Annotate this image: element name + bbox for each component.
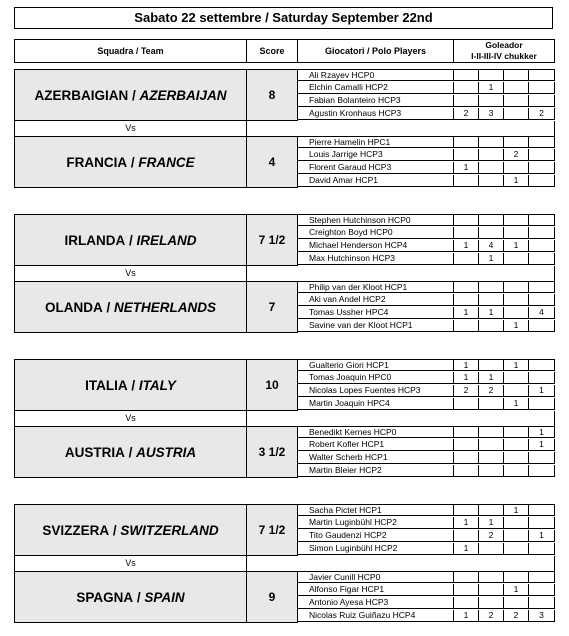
player-row — [298, 398, 555, 411]
player-row — [298, 517, 555, 530]
goal-cell-chukker-3: 1 — [504, 398, 529, 410]
goal-cell-chukker-1 — [454, 136, 479, 148]
match-group — [14, 214, 555, 333]
player-list — [298, 136, 555, 188]
goal-cell-chukker-3: 1 — [504, 240, 529, 252]
team-name — [14, 504, 247, 556]
goal-cell-chukker-4 — [529, 82, 555, 94]
player-name: Creighton Boyd HCP0 — [298, 227, 454, 239]
player-row — [298, 69, 555, 82]
team-score: 3 1/2 — [247, 426, 298, 478]
player-row — [298, 452, 555, 465]
player-row — [298, 108, 555, 121]
goal-cell-chukker-1: 1 — [454, 372, 479, 384]
goal-cell-chukker-3 — [504, 426, 529, 438]
player-name: Tito Gaudenzi HCP2 — [298, 530, 454, 542]
goal-cell-chukker-4 — [529, 227, 555, 239]
goal-cell-chukker-3 — [504, 214, 529, 226]
goal-cell-chukker-1 — [454, 465, 479, 477]
goal-cell-chukker-4: 3 — [529, 610, 555, 622]
goal-cell-chukker-4 — [529, 465, 555, 477]
player-row — [298, 149, 555, 162]
team-name-separator: / — [127, 377, 139, 393]
player-row — [298, 82, 555, 95]
player-name: David Amar HCP1 — [298, 175, 454, 187]
goal-cell-chukker-2: 3 — [479, 108, 504, 120]
goal-cell-chukker-1 — [454, 69, 479, 81]
vs-label: Vs — [14, 556, 247, 571]
goal-cell-chukker-1 — [454, 281, 479, 293]
goal-cell-chukker-3 — [504, 294, 529, 306]
team-name-italian: AZERBAIGIAN — [34, 87, 129, 103]
header-team: Squadra / Team — [14, 39, 247, 63]
goal-cell-chukker-4 — [529, 584, 555, 596]
player-row — [298, 571, 555, 584]
goal-cell-chukker-3 — [504, 227, 529, 239]
player-name: Tomas Ussher HPC4 — [298, 307, 454, 319]
goal-cell-chukker-1 — [454, 227, 479, 239]
goal-cell-chukker-4 — [529, 504, 555, 516]
goal-cell-chukker-2: 1 — [479, 372, 504, 384]
goal-cell-chukker-1: 1 — [454, 240, 479, 252]
player-row — [298, 320, 555, 333]
team-name-italian: ITALIA — [85, 377, 128, 393]
goal-cell-chukker-1: 1 — [454, 359, 479, 371]
player-name: Pierre Hamelin HPC1 — [298, 136, 454, 148]
goal-cell-chukker-2 — [479, 149, 504, 161]
player-list — [298, 426, 555, 478]
vs-spacer — [247, 121, 555, 136]
goal-cell-chukker-1 — [454, 530, 479, 542]
goal-cell-chukker-2: 4 — [479, 240, 504, 252]
player-name: Michael Henderson HCP4 — [298, 240, 454, 252]
goal-cell-chukker-4 — [529, 517, 555, 529]
goal-cell-chukker-4 — [529, 162, 555, 174]
goal-cell-chukker-1: 1 — [454, 543, 479, 555]
header-score: Score — [247, 39, 298, 63]
goal-cell-chukker-2 — [479, 359, 504, 371]
player-row — [298, 504, 555, 517]
player-name: Ali Rzayev HCP0 — [298, 69, 454, 81]
goal-cell-chukker-2 — [479, 320, 504, 332]
goal-cell-chukker-2 — [479, 162, 504, 174]
goal-cell-chukker-2 — [479, 214, 504, 226]
goal-cell-chukker-4 — [529, 240, 555, 252]
goal-cell-chukker-4 — [529, 320, 555, 332]
player-name: Savine van der Kloot HCP1 — [298, 320, 454, 332]
goal-cell-chukker-3 — [504, 543, 529, 555]
player-list — [298, 504, 555, 556]
player-list — [298, 281, 555, 333]
goal-cell-chukker-4: 1 — [529, 385, 555, 397]
goal-cell-chukker-3 — [504, 385, 529, 397]
team-name-italian: OLANDA — [44, 299, 103, 315]
goal-cell-chukker-1: 2 — [454, 385, 479, 397]
player-name: Louis Jarrige HCP3 — [298, 149, 454, 161]
team-name — [14, 571, 247, 623]
team-name-separator: / — [125, 232, 137, 248]
goal-cell-chukker-3: 2 — [504, 149, 529, 161]
player-row — [298, 597, 555, 610]
player-name: Aki van Andel HCP2 — [298, 294, 454, 306]
team-name-separator: / — [128, 87, 140, 103]
goal-cell-chukker-2: 2 — [479, 530, 504, 542]
goal-cell-chukker-1: 1 — [454, 307, 479, 319]
player-row — [298, 530, 555, 543]
vs-spacer — [247, 556, 555, 571]
goal-cell-chukker-3 — [504, 530, 529, 542]
goal-cell-chukker-2: 1 — [479, 517, 504, 529]
player-name: Robert Kofler HCP1 — [298, 439, 454, 451]
player-name: Nicolas Lopes Fuentes HCP3 — [298, 385, 454, 397]
goal-cell-chukker-4 — [529, 136, 555, 148]
player-row — [298, 307, 555, 320]
goal-cell-chukker-2 — [479, 504, 504, 516]
goal-cell-chukker-4: 4 — [529, 307, 555, 319]
header-players: Giocatori / Polo Players — [298, 39, 454, 63]
goal-cell-chukker-4 — [529, 571, 555, 583]
player-row — [298, 584, 555, 597]
player-row — [298, 610, 555, 623]
goal-cell-chukker-4 — [529, 175, 555, 187]
goal-cell-chukker-3 — [504, 69, 529, 81]
player-row — [298, 372, 555, 385]
player-row — [298, 439, 555, 452]
match-group — [14, 359, 555, 478]
team-score: 7 — [247, 281, 298, 333]
goal-cell-chukker-2 — [479, 69, 504, 81]
goal-cell-chukker-2 — [479, 571, 504, 583]
goal-cell-chukker-2 — [479, 465, 504, 477]
match-group — [14, 69, 555, 188]
team-score: 7 1/2 — [247, 214, 298, 266]
player-name: Benedikt Kernes HCP0 — [298, 426, 454, 438]
player-row — [298, 136, 555, 149]
player-name: Fabian Bolanteiro HCP3 — [298, 95, 454, 107]
goal-cell-chukker-2 — [479, 543, 504, 555]
player-name: Sacha Pictet HCP1 — [298, 504, 454, 516]
goal-cell-chukker-3 — [504, 517, 529, 529]
goal-cell-chukker-1 — [454, 426, 479, 438]
goal-cell-chukker-1 — [454, 452, 479, 464]
goal-cell-chukker-1 — [454, 149, 479, 161]
goal-cell-chukker-1 — [454, 253, 479, 265]
goal-cell-chukker-4 — [529, 294, 555, 306]
goal-cell-chukker-3 — [504, 253, 529, 265]
goal-cell-chukker-4 — [529, 214, 555, 226]
goal-cell-chukker-4 — [529, 359, 555, 371]
player-name: Antonio Ayesa HCP3 — [298, 597, 454, 609]
goal-cell-chukker-2 — [479, 439, 504, 451]
goal-cell-chukker-1: 1 — [454, 610, 479, 622]
goal-cell-chukker-3 — [504, 281, 529, 293]
player-name: Gualterio Giori HCP1 — [298, 359, 454, 371]
team-name-english: SPAIN — [144, 589, 185, 605]
team-score: 7 1/2 — [247, 504, 298, 556]
goal-cell-chukker-1 — [454, 175, 479, 187]
page-title: Sabato 22 settembre / Saturday September 22nd — [14, 7, 553, 29]
player-name: Simon Luginbühl HCP2 — [298, 543, 454, 555]
goal-cell-chukker-2 — [479, 398, 504, 410]
header-goals-line1: Goleador — [485, 40, 523, 50]
goal-cell-chukker-1 — [454, 504, 479, 516]
goal-cell-chukker-4 — [529, 69, 555, 81]
team-name-italian: AUSTRIA — [64, 444, 125, 460]
goal-cell-chukker-3: 1 — [504, 584, 529, 596]
goal-cell-chukker-1 — [454, 294, 479, 306]
header-goals — [454, 39, 555, 63]
goal-cell-chukker-4: 1 — [529, 530, 555, 542]
team-name-italian: FRANCIA — [66, 154, 128, 170]
goal-cell-chukker-3 — [504, 571, 529, 583]
player-name: Martin Bleier HCP2 — [298, 465, 454, 477]
team-name — [14, 69, 247, 121]
goal-cell-chukker-4 — [529, 253, 555, 265]
vs-label: Vs — [14, 121, 247, 136]
player-name: Max Hutchinson HCP3 — [298, 253, 454, 265]
team-name-english: NETHERLANDS — [114, 299, 217, 315]
player-name: Elchin Camalli HCP2 — [298, 82, 454, 94]
goal-cell-chukker-2 — [479, 294, 504, 306]
team-name — [14, 426, 247, 478]
goal-cell-chukker-1 — [454, 584, 479, 596]
player-row — [298, 359, 555, 372]
player-name: Walter Scherb HCP1 — [298, 452, 454, 464]
goal-cell-chukker-3 — [504, 597, 529, 609]
team-name-separator: / — [127, 154, 139, 170]
goal-cell-chukker-1 — [454, 320, 479, 332]
goal-cell-chukker-3 — [504, 439, 529, 451]
goal-cell-chukker-2 — [479, 426, 504, 438]
player-name: Stephen Hutchinson HCP0 — [298, 214, 454, 226]
team-score: 10 — [247, 359, 298, 411]
player-row — [298, 95, 555, 108]
player-name: Javier Cunill HCP0 — [298, 571, 454, 583]
goal-cell-chukker-2: 1 — [479, 307, 504, 319]
vs-spacer — [247, 411, 555, 426]
goal-cell-chukker-2 — [479, 584, 504, 596]
player-row — [298, 294, 555, 307]
team-name-separator: / — [133, 589, 145, 605]
match-group — [14, 504, 555, 623]
goal-cell-chukker-2: 1 — [479, 82, 504, 94]
player-row — [298, 240, 555, 253]
player-list — [298, 571, 555, 623]
goal-cell-chukker-4 — [529, 149, 555, 161]
player-name: Martin Luginbühl HCP2 — [298, 517, 454, 529]
player-row — [298, 175, 555, 188]
team-score: 4 — [247, 136, 298, 188]
goal-cell-chukker-1: 1 — [454, 517, 479, 529]
goal-cell-chukker-4: 2 — [529, 108, 555, 120]
goal-cell-chukker-3 — [504, 372, 529, 384]
player-row — [298, 253, 555, 266]
goal-cell-chukker-1: 1 — [454, 162, 479, 174]
goal-cell-chukker-1 — [454, 82, 479, 94]
goal-cell-chukker-3: 1 — [504, 504, 529, 516]
goal-cell-chukker-2 — [479, 95, 504, 107]
team-score: 8 — [247, 69, 298, 121]
goal-cell-chukker-3: 1 — [504, 359, 529, 371]
goal-cell-chukker-2: 1 — [479, 253, 504, 265]
goal-cell-chukker-2 — [479, 452, 504, 464]
player-row — [298, 465, 555, 478]
team-name-italian: SVIZZERA — [42, 522, 110, 538]
team-name-separator: / — [102, 299, 114, 315]
goal-cell-chukker-2: 2 — [479, 385, 504, 397]
player-name: Florent Garaud HCP3 — [298, 162, 454, 174]
team-name-separator: / — [109, 522, 121, 538]
goal-cell-chukker-4 — [529, 372, 555, 384]
goal-cell-chukker-4 — [529, 95, 555, 107]
team-name-english: FRANCE — [138, 154, 195, 170]
goal-cell-chukker-1 — [454, 398, 479, 410]
goal-cell-chukker-1 — [454, 214, 479, 226]
team-name-english: AUSTRIA — [136, 444, 197, 460]
player-name: Philip van der Kloot HCP1 — [298, 281, 454, 293]
goal-cell-chukker-3 — [504, 136, 529, 148]
goal-cell-chukker-3 — [504, 465, 529, 477]
player-name: Tomas Joaquin HPC0 — [298, 372, 454, 384]
goal-cell-chukker-4 — [529, 281, 555, 293]
vs-label: Vs — [14, 411, 247, 426]
player-row — [298, 385, 555, 398]
goal-cell-chukker-3: 2 — [504, 610, 529, 622]
goal-cell-chukker-3 — [504, 82, 529, 94]
header-goals-line2: I-II-III-IV chukker — [471, 51, 537, 61]
goal-cell-chukker-4 — [529, 597, 555, 609]
goal-cell-chukker-2 — [479, 281, 504, 293]
player-row — [298, 214, 555, 227]
goal-cell-chukker-4 — [529, 452, 555, 464]
goal-cell-chukker-3 — [504, 95, 529, 107]
player-row — [298, 162, 555, 175]
player-row — [298, 227, 555, 240]
goal-cell-chukker-2 — [479, 227, 504, 239]
goal-cell-chukker-2 — [479, 175, 504, 187]
goal-cell-chukker-4: 1 — [529, 439, 555, 451]
team-name — [14, 136, 247, 188]
goal-cell-chukker-2: 2 — [479, 610, 504, 622]
goal-cell-chukker-3: 1 — [504, 175, 529, 187]
goal-cell-chukker-2 — [479, 136, 504, 148]
team-name-separator: / — [124, 444, 137, 460]
goal-cell-chukker-2 — [479, 597, 504, 609]
team-name-english: SWITZERLAND — [120, 522, 219, 538]
vs-label: Vs — [14, 266, 247, 281]
team-score: 9 — [247, 571, 298, 623]
vs-spacer — [247, 266, 555, 281]
goal-cell-chukker-1 — [454, 571, 479, 583]
goal-cell-chukker-3 — [504, 162, 529, 174]
team-name — [14, 214, 247, 266]
player-name: Agustin Kronhaus HCP3 — [298, 108, 454, 120]
team-name-english: IRELAND — [136, 232, 197, 248]
goal-cell-chukker-1 — [454, 95, 479, 107]
player-name: Martin Joaquin HPC4 — [298, 398, 454, 410]
team-name-italian: IRLANDA — [64, 232, 126, 248]
goal-cell-chukker-3 — [504, 307, 529, 319]
team-name-english: ITALY — [138, 377, 176, 393]
player-name: Nicolas Ruiz Guiñazu HCP4 — [298, 610, 454, 622]
player-list — [298, 359, 555, 411]
player-row — [298, 543, 555, 556]
goal-cell-chukker-4: 1 — [529, 426, 555, 438]
goal-cell-chukker-3 — [504, 452, 529, 464]
team-name — [14, 281, 247, 333]
player-row — [298, 281, 555, 294]
player-name: Alfonso Figar HCP1 — [298, 584, 454, 596]
team-name-english: AZERBAIJAN — [139, 87, 227, 103]
player-list — [298, 69, 555, 121]
team-name-italian: SPAGNA — [76, 589, 134, 605]
goal-cell-chukker-1: 2 — [454, 108, 479, 120]
goal-cell-chukker-1 — [454, 439, 479, 451]
goal-cell-chukker-3: 1 — [504, 320, 529, 332]
goal-cell-chukker-4 — [529, 398, 555, 410]
team-name — [14, 359, 247, 411]
goal-cell-chukker-4 — [529, 543, 555, 555]
player-row — [298, 426, 555, 439]
goal-cell-chukker-1 — [454, 597, 479, 609]
player-list — [298, 214, 555, 266]
goal-cell-chukker-3 — [504, 108, 529, 120]
